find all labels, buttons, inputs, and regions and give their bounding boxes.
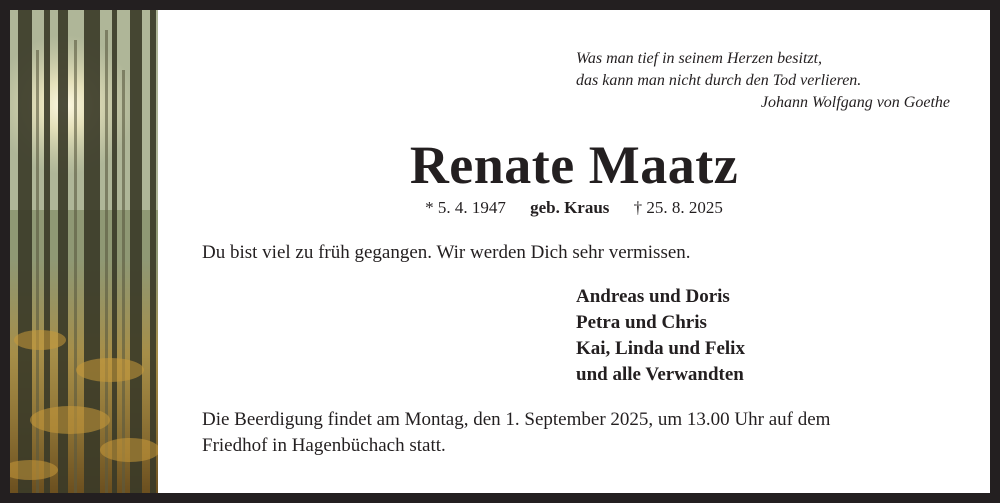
obituary-notice [10,10,990,493]
quote-line: das kann man nicht durch den Tod verlieren. [576,72,862,89]
quote-author: Johann Wolfgang von Goethe [760,94,950,111]
mourner-entry: Kai, Linda und Felix [576,338,745,359]
death-date: † 25. 8. 2025 [633,198,723,217]
forest-photo [10,10,158,493]
farewell-message: Du bist viel zu früh gegangen. Wir werden Dich sehr vermissen. [202,242,691,263]
deceased-name: Renate Maatz [409,135,739,195]
goethe-quote [576,48,950,114]
funeral-line: Die Beerdigung findet am Montag, den 1. September 2025, um 13.00 Uhr auf dem [202,409,831,430]
mourner-entry: Andreas und Doris [576,286,730,307]
quote-line: Was man tief in seinem Herzen besitzt, [576,50,823,67]
birth-date: * 5. 4. 1947 [425,198,506,217]
mourner-entry: Petra und Chris [576,312,707,333]
funeral-line: Friedhof in Hagenbüchach statt. [202,435,446,456]
mourner-entry: und alle Verwandten [576,364,744,385]
life-dates [158,197,990,219]
maiden-name: geb. Kraus [530,198,610,217]
mourners-list [576,284,745,388]
funeral-info [202,407,942,459]
